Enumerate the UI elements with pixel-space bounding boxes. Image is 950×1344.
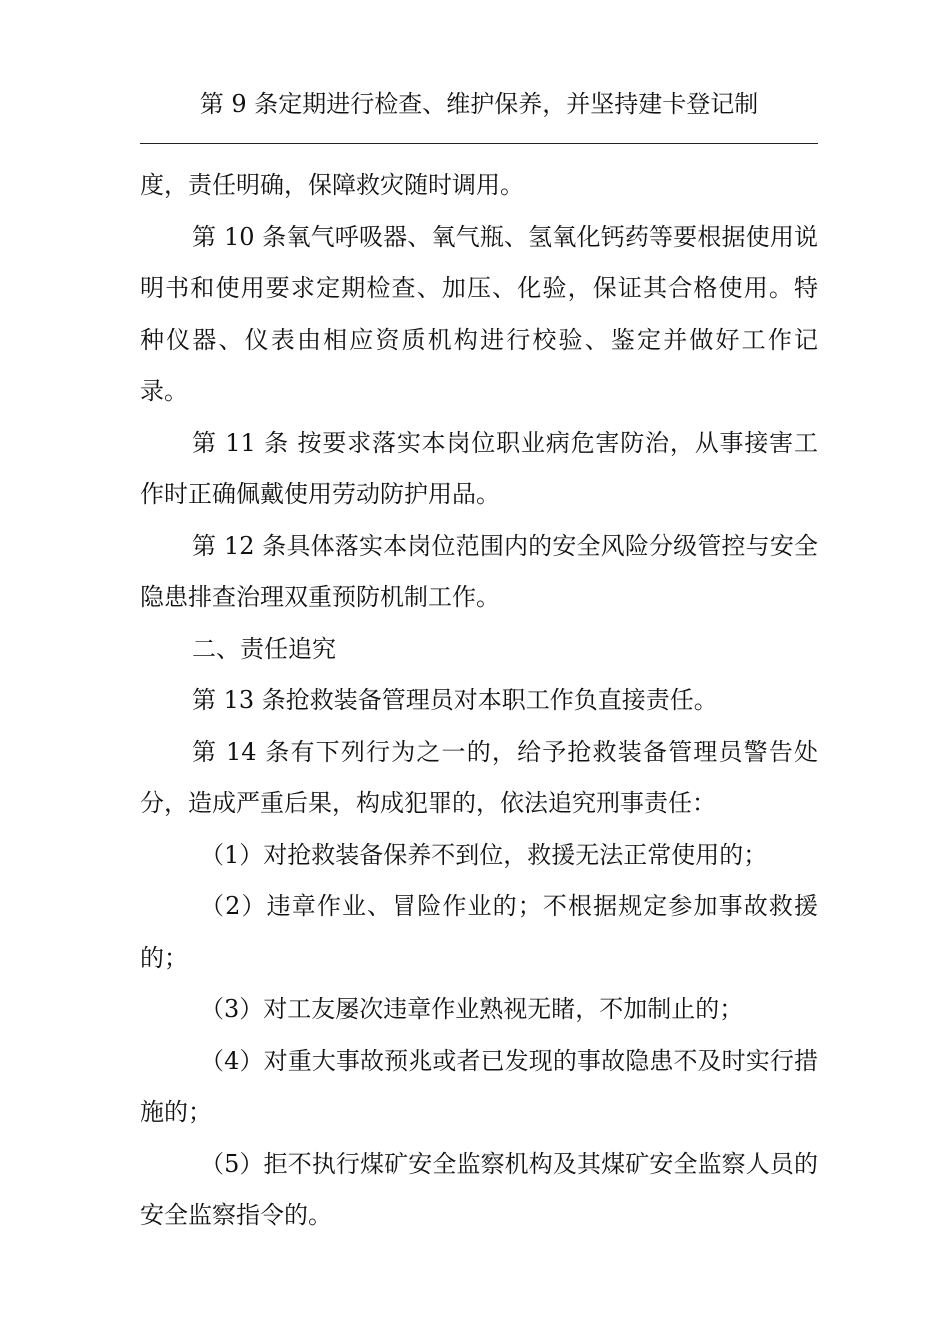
paragraph-continuation: [140, 160, 818, 212]
text-line: （3）对工友屡次违章作业熟视无睹，不加制止的；: [200, 995, 744, 1023]
paragraph-article-11: [140, 418, 818, 521]
paragraph-article-12: [140, 521, 818, 624]
list-item-3: [140, 984, 818, 1036]
paragraph-article-13: [140, 675, 818, 727]
text-line: 分，造成严重后果，构成犯罪的，依法追究刑事责任：: [140, 789, 716, 817]
text-line: 的；: [140, 943, 188, 972]
text-line: （1）对抢救装备保养不到位，救援无法正常使用的；: [200, 840, 768, 869]
text-line: （2）违章作业、冒险作业的；不根据规定参加事故救援: [200, 892, 818, 920]
text-line: 种仪器、仪表由相应资质机构进行校验、鉴定并做好工作记: [140, 325, 818, 354]
text-line: 第 12 条具体落实本岗位范围内的安全风险分级管控与安全: [192, 531, 818, 560]
page-header-title: 第 9 条定期进行检查、维护保养，并坚持建卡登记制: [199, 90, 759, 118]
text-line: 录。: [140, 377, 188, 405]
text-line: 第 14 条有下列行为之一的，给予抢救装备管理员警告处: [192, 737, 818, 766]
paragraph-article-14: [140, 727, 818, 830]
text-line: 度，责任明确，保障救灾随时调用。: [140, 171, 524, 199]
text-line: 二、责任追究: [192, 634, 336, 663]
document-body: [140, 160, 818, 1242]
text-line: 施的；: [140, 1098, 212, 1126]
text-line: 隐患排查治理双重预防机制工作。: [140, 583, 500, 611]
text-line: （4）对重大事故预兆或者已发现的事故隐患不及时实行措: [200, 1046, 818, 1075]
paragraph-article-10: [140, 212, 818, 418]
text-line: 明书和使用要求定期检查、加压、化验，保证其合格使用。特: [140, 274, 818, 302]
list-item-2: [140, 881, 818, 984]
section-heading-accountability: [140, 624, 818, 676]
header-divider: [140, 143, 818, 144]
text-line: 安全监察指令的。: [140, 1201, 332, 1229]
list-item-4: [140, 1036, 818, 1139]
text-line: 作时正确佩戴使用劳动防护用品。: [140, 480, 500, 508]
text-line: （5）拒不执行煤矿安全监察机构及其煤矿安全监察人员的: [200, 1149, 818, 1178]
text-line: 第 11 条 按要求落实本岗位职业病危害防治，从事接害工: [192, 428, 818, 457]
list-item-1: [140, 830, 818, 882]
list-item-5: [140, 1139, 818, 1242]
text-line: 第 13 条抢救装备管理员对本职工作负直接责任。: [192, 686, 718, 714]
text-line: 第 10 条氧气呼吸器、氧气瓶、氢氧化钙药等要根据使用说: [192, 222, 818, 251]
